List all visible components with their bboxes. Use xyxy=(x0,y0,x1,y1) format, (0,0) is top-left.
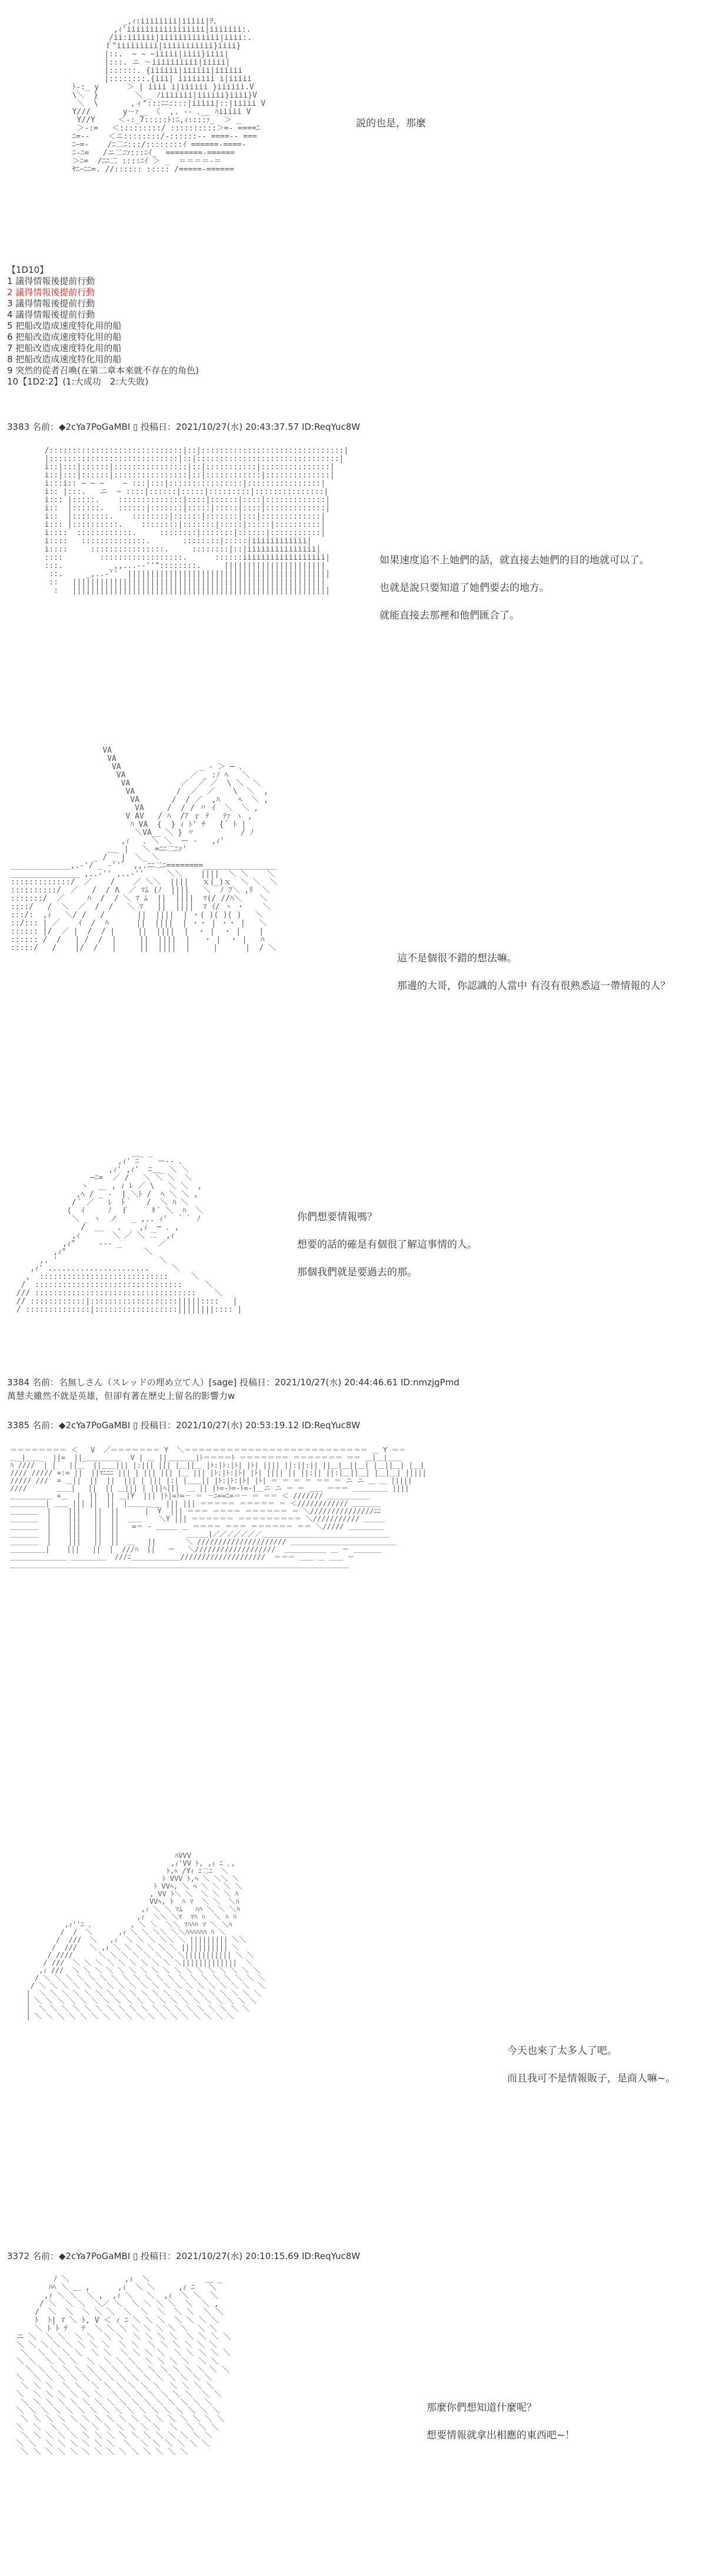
post-header: 3372 名前：◆2cYa7PoGaMBI ▯ 投稿日：2021/10/27(水) 20:10:15.69 ID:ReqYuc8W xyxy=(7,2251,361,2261)
dialogue-line: 那邊的大哥，你認識的人當中 有沒有很熟悉這一帶情報的人？ xyxy=(397,980,671,992)
ascii-art-figure: /:::::::::::::::::::::::::::::|::|:::::::::::::::::::::::::::::::| |::::::::::::::::::::::::::::|::|:::::::::::::::::::::::::::::::| i::|:::|::::::|::::::::::::::::|::|:::::::::::|:::::::::::::::| i::|:::|::::::|::::::::::::::::|::|::::::::::::|::::::::::::::| i:::i:: ~ ~ ~ ~ :::|:::|::::::::::::::::|::::::::::::::::| i:: |:::. ニ ~ ::::|::::::|:::::|:::::::::|:::::::::::::::| i::: |:::::. ::::::::::::::|::::|::::::|::::|:::::::::::::| i:: |::::::. ::::::|:::::::|:::::|:::::|::::|:::::::::::::| i:: |::::::::. ::::::::|::::::|:::::::|:::|:::::::::::::| i::: |::::::::::. ::::::::|:::::::|:::::|:::::|::::::::::| i:::: ::::::::::::. ::::::::|:::::::|::::::|:::::::::::| i:::: ::::::::::::::. ::::::::|:::::|iiiiiiiiiiii| i:::: ::::::::::::::::. ::::::::|::|iiiiiiiiiiiiiii| :::: ::::::::::::::::::. ::::::iiiiiiiiiiiiiiiiii| :::. _,,...-‐''"::::::::. |||||||||||||||||||||| ::. _,..-'' |||||||||||||||||||||||||||||||||||||||||||| :: ||||||||||||||||||||||||||||||||||||||||||||||||||||||| : |||||||||||||||||||||||||||||||||||||||||||||||||||||||| xyxy=(44,446,349,595)
dialogue-line: 如果速度追不上她們的話，就直接去她們的目的地就可以了。 xyxy=(379,554,650,566)
dialogue-panel-1 xyxy=(356,115,426,142)
dice-option: 5 把船改造成速度特化用的船 xyxy=(7,320,122,331)
dialogue-line: 今天也來了太多人了吧。 xyxy=(507,2045,617,2057)
dialogue-line: 你們想要情報嗎？ xyxy=(297,1211,377,1223)
dialogue-line: 想要情報就拿出相應的東西吧~！ xyxy=(427,2430,575,2441)
ascii-art-figure: _,ｨ:iiiiiiii|iiiii|ｦ、 ,ｨ'iiiiiiiiiiiiiiiii|iiiiiii:. /ii:iiiiii|iiiiiiiiiiiii|iiii:. ｆ"iiiiiiiii|iiiiiiiiiii}iiii} |::. ~ ~ ~iiiii|iiii}iiii| |:::. ニ ～iiiiiiiiii|iiiii| |::::::. {iiiiii|iiiiii|iiiiii |::::::::.{iii| iiiiiiii i|iiiii ﾄ-:_ y ＞ | iiii i|iiiiii }iiiiii.V \＼ } ＼ _ ﾉiiiiiii|iiiiii}iiii}V ＼ \ ,ィ":::ﾆﾆ::::|iiiii|::|iiiii V Y/// y－ｧ__ 《 ,. ‐- ､__ ﾊiiiii V Y//Y ＜-:_7:::::ﾄ:ﾆ,ｨ::::ｧ_ ＞ _ ＞-:= ＜:::::::::/ ::::::::::＞=- ====ﾆ ﾆ=-- ＜ニ::::::::/-::::::-- ====-- === ﾆｰ=- /ﾆ二ﾆ:::/::::::::ｲ ======-====- ﾆ-ﾆ= /ニ二ﾆｧ:::ﾆｲ_ ========-====== ＞ﾆ= /ﾆﾆ二 ::::ﾆｲ ＞ _ ＝＝＝＝-＝ ﾔﾆｰﾆﾆ=. //:::::: ::::: /=====-====== xyxy=(72,17,266,174)
dialogue-line: 説的也是，那麼 xyxy=(356,118,426,129)
dialogue-line: 想要的話的確是有個很了解這事情的人。 xyxy=(297,1239,477,1251)
dialogue-line: 那個我們就是要過去的那。 xyxy=(297,1267,417,1278)
dialogue-line: 也就是說只要知道了她們要去的地方。 xyxy=(379,582,550,594)
ascii-art-figure: ﾊVVV ,ｨ'VV ﾄ, ,ｨ ﾆ ､, ﾄ,ﾍ /Yｨ ﾆ二ﾆ ＼ ﾄ VVV ﾄ,ﾍ ＼ ＼＼ ＼ ﾄ VVﾍ, ＼ ﾍ ＼ ＼ ＼ ＼ , VV ﾄ＼ ＼ ＼ ＼ ＼ ﾊ VVﾍ, ﾄ ﾊ ﾏ ＼ ＼ ＼ﾊ ,ｨ ＼ ＼ ﾏﾑ ﾊﾊ ＼ ＼ ＼ﾊ ,ｨ ＼＼ ＼ﾏ ﾏﾊ ﾊ ＼ ﾊ ﾊ ,ｨ''ﾆ ､ , ＼ ＼ ＼＼ ﾏﾊﾊﾊ ﾏ ＼ ＼ﾊ / / ＼ ,ｨ ＼ ＼ ＼＼ ＼＼ﾊﾊﾊﾊﾊﾊ ﾊ ＼ / /// ＼ ,ｨ ＼ ＼ ＼ ＼＼ ＼ ||||||||| ＼＼ / /// ＼ ,ｨ ＼ ＼ ＼ ＼ ＼ ＼ ||||||||||| ＼ / //// ＼ ＼ ＼ ＼ ＼ ＼ ＼ ＼||||||||||| ＼ ＼ / /// ＼ ＼ ＼ ＼ ＼ ＼ ＼ ＼ ＼ ＼||||||||||||| ＼ ,ｨ /// ＼ ＼ ＼ ＼ ＼ ＼ ＼ ＼ ＼ ＼ ＼ ＼ ＼ ＼ ＼ ＼ ＼ / ＼ ＼ ＼ ＼ ＼ ＼ ＼ ＼ ＼ ＼ ＼ ＼ ＼ ＼ ＼ ＼ ＼ ＼ ＼ ＼ / ＼ ＼ ＼ ＼ ＼ ＼ ＼ ＼ ＼ ＼ ＼ ＼ ＼ ＼ ＼ ＼ ＼ ＼ ＼ ＼ | ＼ ＼ ＼ ＼ ＼ ＼ ＼ ＼ ＼ ＼ ＼ ＼ ＼ ＼ ＼ ＼ ＼ ＼ ＼ ＼ | ＼ ＼ ＼ ＼ ＼ ＼ ＼ ＼ ＼ ＼ ＼ ＼ ＼ ＼ ＼ ＼ ＼ ＼ ＼ ＼ | ＼ ＼ ＼ ＼ ＼ ＼ ＼ ＼ ＼ ＼ ＼ ＼ ＼ ＼ ＼ ＼ ＼ ＼ ＼ | ＼ ＼ ＼ ＼ ＼ ＼ ＼ ＼ ＼ ＼ ＼ ＼ ＼ ＼ ＼ ＼ ＼ ＼ xyxy=(26,1852,265,2020)
dice-option: 6 把船改造成速度特化用的船 xyxy=(7,332,122,342)
post-header: 3383 名前：◆2cYa7PoGaMBI ▯ 投稿日：2021/10/27(水) 20:43:37.57 ID:ReqYuc8W xyxy=(7,422,361,432)
dice-option-selected: 2 議得情報後提前行動 xyxy=(7,287,95,298)
dialogue-panel-7 xyxy=(427,2399,575,2454)
ascii-art-figure: ＿_ _ ,ｨ' ﾆ ー‐- ､ ,ｨ' ,ｨ' ﾆ＿_ ＼ ＼ ─ﾆ= ／ / ＼ ＼ ＼ ＼ ヽ __ , ｨ ﾚ ／ \ ＼ ＼ , ,ﾍ / _ ‐ | ＼ﾄ / ﾍ ＼ ＼ , / ﾟ ／ ﾚ ﾄ｀ / ＼ ﾊ ＼ ( ｲ ﾉ ｆ ﾀ ﾞ ＼ ﾊ ＼ ＼ _ ヽ ノ _ ,.. ｨ' ｀｀ ﾉ / __ 、 ,ｨ ─ ､ , ,ｨ ＼ ／ ＼ 二 ,ｨ ,ｨ" --- _ ／ ,ｨ" ＼ ,. ' ＼ ,ｨ' ...................... ＼ , :::::::::::::::::::::::::::: ＼ / :::::::::::::::::::::::::::::::: ＼ /// ::::::::::::::::::::::::::::::::::: ＼ // ::::::::::::|:::::::::::::::::::|||||:::: | / ::::::::::::::|::::::::::::::::::||||||||:::: | xyxy=(16,1149,242,1314)
dice-title: 【1D10】 xyxy=(7,265,49,275)
ascii-art-figure: VA VA VA _ - ＞ ─ ､ VA ／ _ :ﾉ ﾍ ＼ VA ／ ／ ／ \ ＼ ＼ VA / ／ ／ \ ＼ , VA / / ／ ,ﾊ ﾍ ＼ , VA / / / 〃 ｲ ＼ ＼ , V AV / ﾊ /ｱ ｒ ﾃ ﾃｧ ヽ , ﾊ VA { } ｨ ﾄ' ﾁ {´ ﾄ | ＼VA__ ＼ } 〃 / ﾉ ,ｨ ､ ＼ ＼ ー - ,ｨ' ＿_ | ＼ =ﾆﾆ二ﾆｧ' _ / _ | ＼_ ＼ _____________,.‐'/ _ -''゛ ,,.ﾆﾆ二ﾆ========________________ _______________ ,..-'' ,..-'' ＼＼ |||| ＼ ＼ ＼ :::::::::::::/ ／ / ／ ＼＼ |||| ｘ(_)ｘ ＼ ＼ ＼ ::::::::::/ ／ / / Λ ／ ﾏﾑ (ﾉ |||| ＼ ﾉ ﾌ＼ ,ﾘ ＼ :::::::/ ／ ﾊ / / ＼ ﾏ ﾑ || |||| ﾏ(/ //ﾊ＼ ＼ ::::/ / ＼ ／ / / ＼ ﾏ || |||| ﾏ ｲ/ ヽ ・ ＼ :::/: ,ｨ ＼/ / / || |||| | ・( )( )( ) ＼ ::/::: | ／ ｲ / ﾊ || |||| | ・・ | ・・ | ＼ :::::: |/ ／ | / / | || |||| | ・ | ・ | | :::::: / / | / / | || |||| | ・ | ・ | ﾊ :::::/ / |/ / | || |||| | | | / ＼ xyxy=(10,746,278,953)
dialogue-line: 而且我可不是情報販子，是商人嘛~。 xyxy=(507,2073,676,2084)
dice-option: 1 議得情報後提前行動 xyxy=(7,276,95,286)
dice-option: 4 議得情報後提前行動 xyxy=(7,309,95,320)
dice-option: 3 議得情報後提前行動 xyxy=(7,298,95,309)
dialogue-panel-3 xyxy=(397,950,670,1005)
dice-option: 10【1D2:2】(1:大成功 2:大失敗) xyxy=(7,376,149,387)
dialogue-line: 就能直接去那裡和他們匯合了。 xyxy=(379,610,519,622)
ascii-art-figure: ﾉ ＼ ,ｨ ＼ ＿ _ ﾊﾍ ＼ ＿ , ,ｨ ＼ ＼ ,ｨ ﾆ ＼ ,ｨ ＼ ＼ ＼ , ,ｨ ＼ ＼ ,ｨ ＼ ＼ ＼ / ＼ ＼ ＼ ＼／ ＼ ＼ ＼ ＼ ＼ ＼ ＼ , / ＼ ＼ ＼ ＼ ＼ ＼ ＼ ＼ ＼ ＼ ＼ ＼ ﾄ ﾄ| ﾏ ＼ ﾄ, V ＜ ｨ ﾆ ＼ ＼ ＼ ＼ ＼ ＼ ＼ ＼ ﾄ ﾄ ﾃ ﾃ ＼ ＼ ＼ ＼ ＼ ＼ ＼ ＼ ＼ ＼ ニ ＼ ＼ ＼ ＼ ＼ ＼ ＼ ＼ ＼ ＼ ＼ ＼ ＼ ＼ ＼ ＼ ＼ ＼ ＼ ＼ ＼ ＼ ＼ ＼ ＼ ＼ ＼ ＼ ＼ ＼ ＼ ＼ ＼ ＼ ＼ ＼ ＼ ＼ ＼ ＼ ＼ ＼ ＼ ＼ ＼ ＼ ＼ ＼ ＼ ＼ ＼ ＼ ＼ ＼ ＼ ＼ ＼ ＼ ＼ ＼ ＼ ＼ ＼ ＼ ＼ ＼ ＼ ＼ ＼ ＼ ＼ ＼ ＼ ＼ ＼ ＼ ＼ ＼ ＼ ＼ ＼ ＼ ＼ ＼ ＼ ＼ ＼ ＼ ＼ ＼ ＼ ＼ ＼ ＼ ＼ ＼ ＼ ＼ ＼ ＼ ＼ ＼ ＼ ＼ ＼ ＼ ＼ ＼ ＼ ＼ ＼ ＼ ＼ ＼ ＼ ＼ ＼ ＼ ＼ ＼ ＼ ＼ ＼ ＼ ＼ ＼ ＼ ＼ ＼ ＼ ＼ ＼ ＼ ＼ ＼ ＼ ＼ ＼ ＼ ＼ ＼ ＼ ＼ ＼ ＼ ＼ ＼ ＼ ＼ ＼ ＼ ＼ ＼ ＼ ＼ ＼ ＼ ＼ ＼ ＼ ＼ ＼ ＼ ＼ ＼ ＼ ＼ ＼ ＼ ＼ ＼ ＼ ＼ ＼ ＼ ＼ ＼ ＼ ＼ ＼ ＼ ＼ ＼ ＼ ＼ ＼ ＼ ＼ ＼ ＼ ＼ ＼ ＼ ＼ ＼ ＼ ＼ ＼ ＼ ＼ ＼ ＼ ＼ ＼ ＼ ＼ ＼ ＼ ＼ ＼ ＼ ＼ ＼ ＼ ＼ ＼ ＼ ＼ ＼ ＼ ＼ ＼ ＼ ＼ ＼ ＼ ＼ ＼ ＼ ＼ ＼ ＼ ＼ ＼ ＼ ＼ xyxy=(16,2275,231,2457)
post-header: 3385 名前：◆2cYa7PoGaMBI ▯ 投稿日：2021/10/27(水) 20:53:19.12 ID:ReqYuc8W xyxy=(7,1420,361,1431)
dice-options xyxy=(7,265,199,387)
dialogue-panel-4 xyxy=(297,1208,477,1291)
dialogue-panel-6 xyxy=(507,2042,675,2097)
post-header: 3384 名前：名無しさん（スレッドの埋め立て人）[sage] 投稿日：2021/10/27(水) 20:44:46.61 ID:nmzjgPmd xyxy=(7,1377,459,1388)
dialogue-line: 那麼你們想知道什麼呢？ xyxy=(427,2402,537,2414)
post-body: 萬慧夫雖然不就是英雄，但卻有著在歷史上留名的影響力w xyxy=(7,1391,235,1401)
dice-option: 8 把船改造成速度特化用的船 xyxy=(7,354,122,365)
dialogue-line: 這不是個很不錯的想法嘛。 xyxy=(397,953,517,964)
dice-option: 7 把船改造成速度特化用的船 xyxy=(7,343,122,353)
dice-option: 9 突然的從者召喚(在第二章本來就不存在的角色) xyxy=(7,365,199,376)
dialogue-panel-2 xyxy=(379,552,650,634)
ascii-art-ship-scene: ＝＝＝＝＝＝＝＝ ＜ V ／＝＝＝＝＝＝＝ Y ＼＝＝＝＝＝＝＝＝＝＝＝＝＝＝＝＝＝＝＝＝＝＝＝＝＝＝ ＿ Y ＝＝ ＿_|＿＿_ ||= ||_＿＿＿＿＿ V | ＿ ||＿＿＿＿|ﾄ＝＝＝＝ﾄ ＝＝＝＝＝＝＝ ＝＝＝＝＝＝＝ ＝＝ ＿|＿|＿＿ ﾊ //// | | ||＿ ||＿＿||| |:||| |[| |＿||＿ |ﾄ:|ﾄ:|ﾄ| |ﾄ| |||| ||:||:|| ||＿|＿||＿| |＿||＿| |＿| //// ///// =:= || ||ﾏﾆﾆﾆ ||| | ||| |[| |＿ ||| |ﾄ:|ﾄ:|ﾄ| |ﾄ| |||| || ||:|| ||:|＿||＿| |＿|＿| ||||| ///// /// = ＿|| || || ||| | ||| |:| |＿＿|| |ﾄ:|ﾄ:|ﾄ| |ﾄ| ＝ ＝ ＝ ＝ ＝＝ ＝ ニ ニ ＿ ＿ ||||| //// ＿＿| || || ＿||| | |||ﾍ|[| ＿ || |ﾄ=-ﾄ=-ﾄ=-|＿ニ ニ ＝ ＝ ＿＿ ＝＝＝ ＿＿＿＿＿ |||| ＿＿＿＿＿＿ =＿ | || || ＿|Y ||| |ﾄ|=ﾄ=－ ＝ －ﾆ==ﾆ=＝－ ＝ ＝＝ ＜ /////// ＿＿＿＿＿＿ ＿＿＿＿＿| ＿＿ ||| || || |＿＿＿___ ||| ||| ＝＝＝＝＝ ＝＝＝＝＝ ＝ ＜//////////// ＿＿＿＿ ＿＿＿＿ | ||| || || | Y ||| ＝＝＝ ＝＝＝＝ ＝＝＝＝＝＝ ＝ ＼///////////////ﾆﾆ ＿＿＿＿ | ||| || || ＿＿ ＼Y ||| ＝＝＝＝＝＝ ＝＝＝＝＝＝＝＝＝ ＼/////////// ＿＿＿ ＿＿＿＿ | ||| || || =＝ - ＿＿＿ ＿ ＝＝＝＝ ＝＝＝ ＝＝＝＝＝＝ ＝＝ ＼///// ＿＿＿＿＿ ＿＿＿＿ | ||| || || ＿＿＿|／／／／／／／＿＿＿＿＿＿＿＿＿＿＿＿＿＿＿＿＿＿ ＿＿＿＿ | ||| || || ＿ || ＼ ///////////////////// ＿＿＿＿＿＿＿＿＿＿＿＿＿＿＿ ＿＿＿＿＿| ||| || | ///ﾊ || ＝ ＼/////////////////// ＿＿＿＿＿＿ ＿ ＝ ＿＿＿＿ ＿＿＿＿＿＿＿＿ ＿＿＿＿＿ ///ﾆ＿＿＿＿＿＿＿//////////////////// ＝＝＝ ＿＿ ＿ ＿＿ ＝ ＿＿＿＿＿＿＿＿＿＿＿＿＿＿＿＿＿＿＿＿＿＿＿＿＿＿＿＿＿＿＿＿＿＿＿＿＿＿＿＿＿＿＿＿＿＿＿＿ xyxy=(10,1446,427,1569)
